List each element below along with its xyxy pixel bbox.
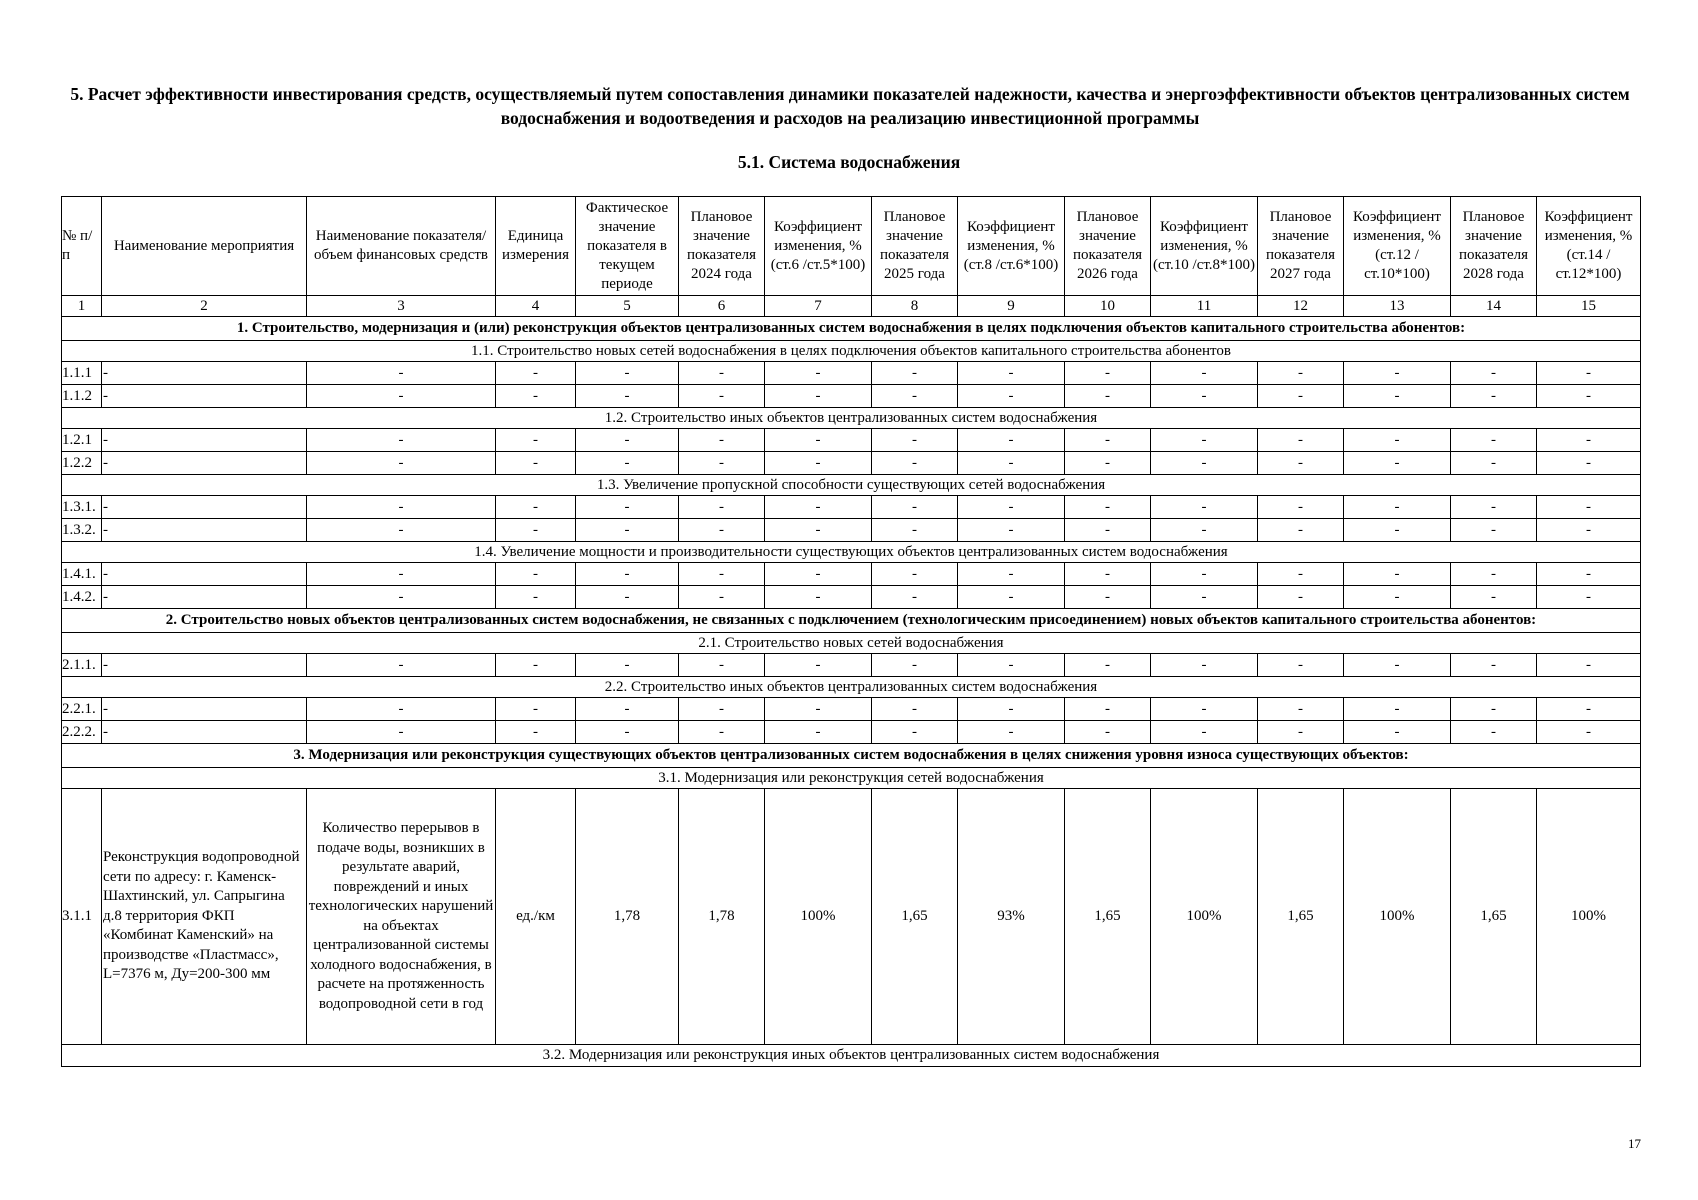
- row-value: -: [1537, 519, 1641, 542]
- column-header: Наименование мероприятия: [102, 197, 307, 296]
- section-heading: 3.1. Модернизация или реконструкция сетей водоснабжения: [62, 768, 1641, 789]
- column-number: 6: [679, 296, 765, 317]
- row-name: -: [102, 721, 307, 744]
- column-number: 14: [1451, 296, 1537, 317]
- row-value: -: [872, 586, 958, 609]
- row-value: -: [496, 563, 576, 586]
- row-value: -: [576, 721, 679, 744]
- row-value: -: [679, 519, 765, 542]
- row-value: -: [679, 362, 765, 385]
- row-value: -: [1151, 519, 1258, 542]
- row-value: -: [1258, 496, 1344, 519]
- row-value: -: [1151, 563, 1258, 586]
- row-value: -: [1344, 452, 1451, 475]
- row-value: -: [576, 519, 679, 542]
- section-row: [62, 768, 1641, 789]
- section-heading: 2. Строительство новых объектов централизованных систем водоснабжения, не связанных с подключением (технологическим присоединением) новых объектов капитального строительства абонентов:: [62, 609, 1641, 633]
- row-value: -: [1344, 429, 1451, 452]
- row-value: -: [872, 452, 958, 475]
- row-value: -: [496, 654, 576, 677]
- row-value: -: [1151, 385, 1258, 408]
- row-value: -: [1065, 429, 1151, 452]
- row-value: -: [1065, 519, 1151, 542]
- row-number: 3.1.1: [62, 789, 102, 1045]
- row-value: -: [958, 519, 1065, 542]
- table-row: [62, 789, 1641, 1045]
- section-heading: 1.3. Увеличение пропускной способности существующих сетей водоснабжения: [62, 475, 1641, 496]
- column-header: Плановое значение показателя 2024 года: [679, 197, 765, 296]
- row-value: -: [496, 362, 576, 385]
- row-value: -: [1065, 698, 1151, 721]
- row-value: -: [307, 586, 496, 609]
- row-value: -: [1451, 429, 1537, 452]
- row-value: -: [1258, 362, 1344, 385]
- table-row: [62, 698, 1641, 721]
- row-value: -: [958, 698, 1065, 721]
- row-number: 1.3.2.: [62, 519, 102, 542]
- column-header: Плановое значение показателя 2026 года: [1065, 197, 1151, 296]
- row-value: -: [1065, 496, 1151, 519]
- column-number: 12: [1258, 296, 1344, 317]
- row-value: -: [958, 429, 1065, 452]
- column-header: Наименование показателя/ объем финансовых средств: [307, 197, 496, 296]
- row-number: 2.2.2.: [62, 721, 102, 744]
- section-row: [62, 633, 1641, 654]
- row-number: 1.4.2.: [62, 586, 102, 609]
- row-name: -: [102, 563, 307, 586]
- section-row: [62, 341, 1641, 362]
- row-value: -: [307, 429, 496, 452]
- row-value: -: [1065, 362, 1151, 385]
- row-value: -: [679, 586, 765, 609]
- row-value: 100%: [1151, 789, 1258, 1045]
- section-subtitle: 5.1. Система водоснабжения: [737, 152, 961, 172]
- column-number: 8: [872, 296, 958, 317]
- row-value: -: [576, 496, 679, 519]
- indicator-name: Количество перерывов в подаче воды, возникших в результате аварий, повреждений и иных технологических нарушений на объектах централизованной системы холодного водоснабжения, в расчете на протяженность водопроводной сети в год: [307, 789, 496, 1045]
- row-value: 1,65: [1065, 789, 1151, 1045]
- table-row: [62, 586, 1641, 609]
- row-number: 2.1.1.: [62, 654, 102, 677]
- row-value: -: [576, 385, 679, 408]
- row-value: 1,65: [872, 789, 958, 1045]
- row-value: -: [496, 586, 576, 609]
- section-row: [62, 542, 1641, 563]
- row-number: 1.2.1: [62, 429, 102, 452]
- row-value: -: [765, 385, 872, 408]
- row-value: -: [1451, 496, 1537, 519]
- column-number: 1: [62, 296, 102, 317]
- row-value: -: [1065, 586, 1151, 609]
- row-name: -: [102, 452, 307, 475]
- row-value: -: [1344, 496, 1451, 519]
- row-value: 93%: [958, 789, 1065, 1045]
- table-row: [62, 721, 1641, 744]
- row-value: -: [679, 563, 765, 586]
- row-value: -: [576, 362, 679, 385]
- row-value: 1,65: [1258, 789, 1344, 1045]
- row-name: -: [102, 429, 307, 452]
- row-value: -: [1451, 385, 1537, 408]
- row-value: -: [1065, 385, 1151, 408]
- row-value: -: [958, 452, 1065, 475]
- section-row: [62, 744, 1641, 768]
- column-header: Коэффициент изменения, % (ст.10 /ст.8*100): [1151, 197, 1258, 296]
- row-value: -: [576, 698, 679, 721]
- row-value: -: [307, 385, 496, 408]
- column-header: Коэффициент изменения, % (ст.12 /ст.10*100): [1344, 197, 1451, 296]
- row-value: -: [496, 452, 576, 475]
- row-value: -: [307, 452, 496, 475]
- column-header: Единица измерения: [496, 197, 576, 296]
- row-value: -: [1258, 519, 1344, 542]
- row-value: -: [1151, 698, 1258, 721]
- row-number: 1.1.1: [62, 362, 102, 385]
- row-number: 1.3.1.: [62, 496, 102, 519]
- column-header: Плановое значение показателя 2025 года: [872, 197, 958, 296]
- row-value: -: [872, 385, 958, 408]
- row-value: -: [765, 362, 872, 385]
- row-value: -: [765, 721, 872, 744]
- row-value: -: [1065, 721, 1151, 744]
- column-number: 15: [1537, 296, 1641, 317]
- row-value: -: [1151, 429, 1258, 452]
- row-value: -: [679, 385, 765, 408]
- row-name: Реконструкция водопроводной сети по адресу: г. Каменск-Шахтинский, ул. Сапрыгина д.8 территория ФКП «Комбинат Каменский» на производстве «Пластмасс», L=7376 м, Ду=200-300 мм: [102, 789, 307, 1045]
- row-value: -: [958, 496, 1065, 519]
- row-value: -: [1344, 586, 1451, 609]
- column-number: 10: [1065, 296, 1151, 317]
- row-value: -: [496, 385, 576, 408]
- row-value: 1,78: [576, 789, 679, 1045]
- row-value: 1,65: [1451, 789, 1537, 1045]
- row-value: -: [1344, 519, 1451, 542]
- column-number: 2: [102, 296, 307, 317]
- column-header: Фактическое значение показателя в текущем периоде: [576, 197, 679, 296]
- row-value: -: [496, 698, 576, 721]
- row-value: -: [679, 452, 765, 475]
- row-value: -: [576, 586, 679, 609]
- row-value: -: [679, 429, 765, 452]
- section-row: [62, 475, 1641, 496]
- table-row: [62, 563, 1641, 586]
- row-value: -: [1451, 654, 1537, 677]
- row-value: -: [1258, 698, 1344, 721]
- row-value: -: [1344, 721, 1451, 744]
- row-value: -: [307, 563, 496, 586]
- section-heading: 1.2. Строительство иных объектов централизованных систем водоснабжения: [62, 408, 1641, 429]
- row-value: -: [576, 654, 679, 677]
- section-heading: 3. Модернизация или реконструкция существующих объектов централизованных систем водоснабжения в целях снижения уровня износа существующих объектов:: [62, 744, 1641, 768]
- row-value: -: [576, 429, 679, 452]
- section-row: [62, 408, 1641, 429]
- row-value: -: [307, 362, 496, 385]
- row-value: -: [1537, 362, 1641, 385]
- row-name: -: [102, 654, 307, 677]
- row-value: -: [958, 563, 1065, 586]
- row-value: -: [1451, 563, 1537, 586]
- column-number: 7: [765, 296, 872, 317]
- row-value: -: [1151, 362, 1258, 385]
- row-value: -: [765, 698, 872, 721]
- column-header: Коэффициент изменения, % (ст.14 /ст.12*100): [1537, 197, 1641, 296]
- row-value: -: [1258, 452, 1344, 475]
- row-value: -: [1258, 385, 1344, 408]
- row-value: -: [765, 519, 872, 542]
- row-value: -: [958, 654, 1065, 677]
- row-value: -: [496, 429, 576, 452]
- row-value: -: [1537, 721, 1641, 744]
- row-value: -: [872, 519, 958, 542]
- column-header: № п/п: [62, 197, 102, 296]
- row-value: -: [496, 496, 576, 519]
- row-value: -: [1537, 496, 1641, 519]
- row-value: -: [1258, 586, 1344, 609]
- row-value: -: [1537, 586, 1641, 609]
- row-name: -: [102, 496, 307, 519]
- row-value: -: [679, 721, 765, 744]
- row-value: -: [1151, 496, 1258, 519]
- column-number: 3: [307, 296, 496, 317]
- section-heading: 1.1. Строительство новых сетей водоснабжения в целях подключения объектов капитального строительства абонентов: [62, 341, 1641, 362]
- section-row: [62, 677, 1641, 698]
- table-row: [62, 362, 1641, 385]
- page-number: 17: [1628, 1136, 1641, 1151]
- column-header: Плановое значение показателя 2027 года: [1258, 197, 1344, 296]
- section-heading: 3.2. Модернизация или реконструкция иных объектов централизованных систем водоснабжения: [62, 1045, 1641, 1067]
- row-value: -: [1451, 452, 1537, 475]
- row-number: 2.2.1.: [62, 698, 102, 721]
- table-row: [62, 654, 1641, 677]
- row-value: -: [872, 429, 958, 452]
- row-value: -: [679, 496, 765, 519]
- row-number: 1.1.2: [62, 385, 102, 408]
- row-value: -: [1537, 429, 1641, 452]
- row-value: 100%: [765, 789, 872, 1045]
- row-value: -: [958, 721, 1065, 744]
- unit: ед./км: [496, 789, 576, 1045]
- row-value: -: [1151, 452, 1258, 475]
- section-row: [62, 1045, 1641, 1067]
- table-row: [62, 496, 1641, 519]
- row-value: -: [872, 563, 958, 586]
- section-heading: 2.1. Строительство новых сетей водоснабжения: [62, 633, 1641, 654]
- row-value: -: [1065, 654, 1151, 677]
- table-row: [62, 452, 1641, 475]
- section-heading: 1. Строительство, модернизация и (или) реконструкция объектов централизованных систем водоснабжения в целях подключения объектов капитального строительства абонентов:: [62, 317, 1641, 341]
- row-value: -: [496, 721, 576, 744]
- column-header: Коэффициент изменения, % (ст.8 /ст.6*100): [958, 197, 1065, 296]
- row-name: -: [102, 385, 307, 408]
- row-value: -: [307, 496, 496, 519]
- row-value: 100%: [1537, 789, 1641, 1045]
- document-title: 5. Расчет эффективности инвестирования средств, осуществляемый путем сопоставления динамики показателей надежности, качества и энергоэффективности объектов централизованных систем водоснабжения и водоотведения и расходов на реализацию инвестиционной программы: [70, 84, 1630, 128]
- row-value: -: [765, 586, 872, 609]
- row-name: -: [102, 586, 307, 609]
- row-value: -: [679, 698, 765, 721]
- row-value: -: [576, 563, 679, 586]
- row-value: -: [1344, 698, 1451, 721]
- row-value: -: [1258, 721, 1344, 744]
- row-value: -: [307, 654, 496, 677]
- column-number: 4: [496, 296, 576, 317]
- row-value: -: [1537, 698, 1641, 721]
- row-value: -: [307, 721, 496, 744]
- column-number-row: [62, 296, 1641, 317]
- row-value: -: [1065, 452, 1151, 475]
- header-row: [62, 197, 1641, 296]
- table-row: [62, 385, 1641, 408]
- row-number: 1.4.1.: [62, 563, 102, 586]
- row-value: -: [1451, 362, 1537, 385]
- row-value: -: [958, 362, 1065, 385]
- row-value: -: [1344, 362, 1451, 385]
- row-name: -: [102, 698, 307, 721]
- row-value: -: [872, 654, 958, 677]
- column-header: Плановое значение показателя 2028 года: [1451, 197, 1537, 296]
- row-value: -: [958, 586, 1065, 609]
- row-value: -: [872, 496, 958, 519]
- row-value: -: [765, 563, 872, 586]
- table-row: [62, 519, 1641, 542]
- row-name: -: [102, 519, 307, 542]
- row-value: -: [765, 496, 872, 519]
- row-value: -: [872, 721, 958, 744]
- row-value: 1,78: [679, 789, 765, 1045]
- column-number: 13: [1344, 296, 1451, 317]
- row-value: -: [1537, 654, 1641, 677]
- column-number: 5: [576, 296, 679, 317]
- row-value: -: [307, 698, 496, 721]
- row-value: -: [307, 519, 496, 542]
- row-value: -: [1344, 654, 1451, 677]
- row-value: -: [765, 654, 872, 677]
- row-value: -: [1451, 721, 1537, 744]
- row-value: -: [1258, 654, 1344, 677]
- row-value: -: [1151, 654, 1258, 677]
- row-value: -: [958, 385, 1065, 408]
- row-value: -: [1344, 563, 1451, 586]
- section-row: [62, 609, 1641, 633]
- row-value: -: [1065, 563, 1151, 586]
- row-value: -: [1151, 586, 1258, 609]
- column-number: 9: [958, 296, 1065, 317]
- row-value: -: [1537, 563, 1641, 586]
- row-value: -: [872, 362, 958, 385]
- column-header: Коэффициент изменения, % (ст.6 /ст.5*100): [765, 197, 872, 296]
- row-value: -: [765, 429, 872, 452]
- row-value: -: [1537, 385, 1641, 408]
- row-value: -: [576, 452, 679, 475]
- row-value: -: [872, 698, 958, 721]
- row-value: -: [496, 519, 576, 542]
- table-row: [62, 429, 1641, 452]
- row-value: -: [1151, 721, 1258, 744]
- row-number: 1.2.2: [62, 452, 102, 475]
- efficiency-table: [61, 196, 1641, 1067]
- section-heading: 1.4. Увеличение мощности и производительности существующих объектов централизованных систем водоснабжения: [62, 542, 1641, 563]
- section-row: [62, 317, 1641, 341]
- section-heading: 2.2. Строительство иных объектов централизованных систем водоснабжения: [62, 677, 1641, 698]
- row-value: -: [1451, 586, 1537, 609]
- row-value: -: [1451, 519, 1537, 542]
- row-value: -: [1537, 452, 1641, 475]
- row-value: -: [765, 452, 872, 475]
- row-value: -: [1258, 429, 1344, 452]
- row-value: 100%: [1344, 789, 1451, 1045]
- row-value: -: [1344, 385, 1451, 408]
- row-value: -: [1258, 563, 1344, 586]
- column-number: 11: [1151, 296, 1258, 317]
- row-value: -: [1451, 698, 1537, 721]
- row-value: -: [679, 654, 765, 677]
- row-name: -: [102, 362, 307, 385]
